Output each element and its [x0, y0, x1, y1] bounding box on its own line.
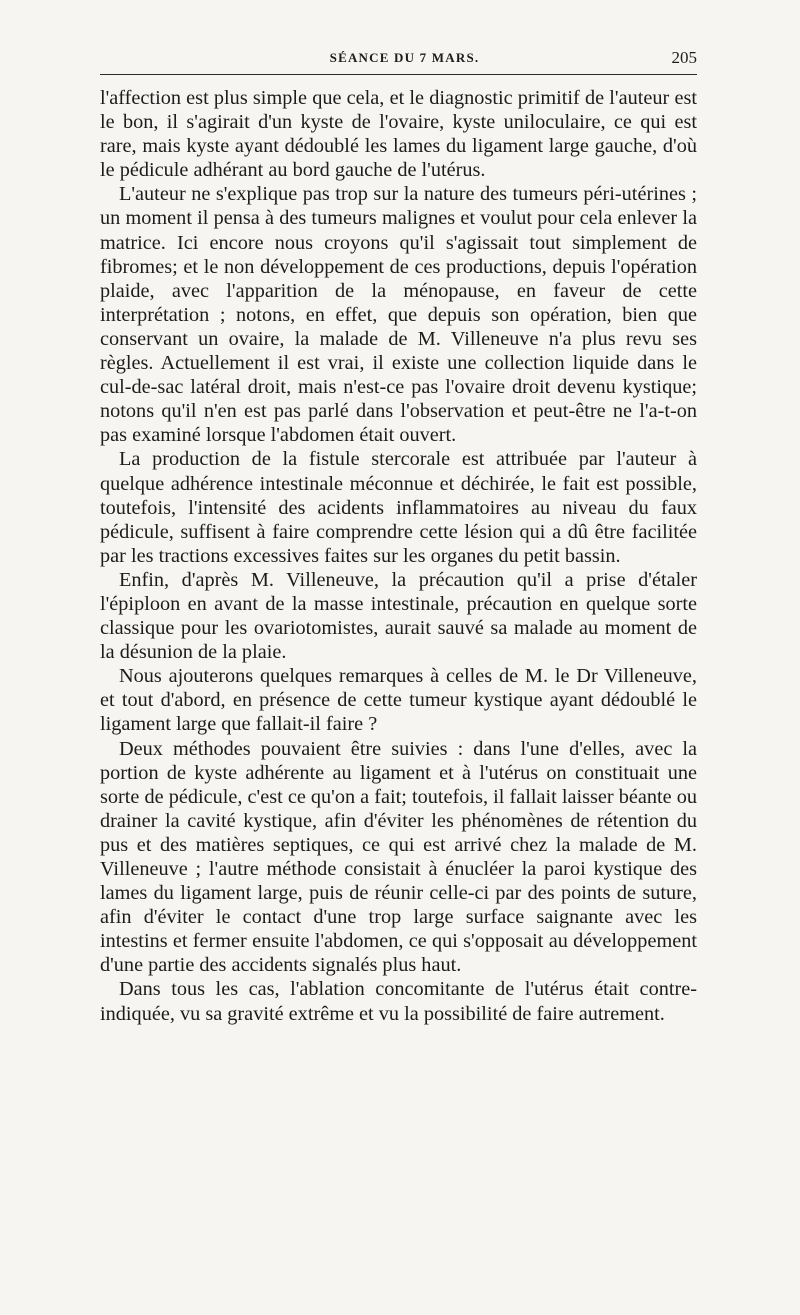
header-rule [100, 74, 697, 75]
running-head [100, 44, 697, 74]
paragraph-6: Deux méthodes pouvaient être suivies : dans l'une d'elles, avec la portion de kyste adhérente au ligament et à l'utérus on constituait une sorte de pédicule, c'est ce qu'on a fait; toutefois, il fallait laisser béante ou drainer la cavité kystique, afin d'éviter les phénomènes de rétention du pus et des matières septiques, ce qui est arrivé chez la malade de M. Villeneuve ; l'autre méthode consistait à énucléer la paroi kystique des lames du ligament large, puis de réunir celle-ci par des points de suture, afin d'éviter le contact d'une trop large surface saignante avec les intestins et fermer ensuite l'abdomen, ce qui s'opposait au développement d'une partie des accidents signalés plus haut. [100, 737, 697, 977]
book-page [100, 44, 697, 1026]
paragraph-5: Nous ajouterons quelques remarques à celles de M. le Dr Villeneuve, et tout d'abord, en présence de cette tumeur kystique ayant dédoublé le ligament large que fallait-il faire ? [100, 665, 697, 736]
paragraph-1: l'affection est plus simple que cela, et le diagnostic primitif de l'auteur est le bon, il s'agirait d'un kyste de l'ovaire, kyste uniloculaire, ce qui est rare, mais kyste ayant dédoublé les lames du ligament large gauche, d'où le pédicule adhérant au bord gauche de l'utérus. [100, 87, 697, 182]
paragraph-7: Dans tous les cas, l'ablation concomitante de l'utérus était contre-indiquée, vu sa gravité extrême et vu la possibilité de faire autrement. [100, 978, 697, 1025]
paragraph-2: L'auteur ne s'explique pas trop sur la nature des tumeurs péri-utérines ; un moment il pensa à des tumeurs malignes et voulut pour cela enlever la matrice. Ici encore nous croyons qu'il s'agissait tout simplement de fibromes; et le non développement de ces productions, depuis l'opération plaide, avec l'apparition de la ménopause, en faveur de cette interprétation ; notons, en effet, que depuis son opération, bien que conservant un ovaire, la malade de M. Villeneuve n'a plus revu ses règles. Actuellement il est vrai, il existe une collection liquide dans le cul-de-sac latéral droit, mais n'est-ce pas l'ovaire droit devenu kystique; notons qu'il n'en est pas parlé dans l'observation et peut-être ne l'a-t-on pas examiné lorsque l'abdomen était ouvert. [100, 183, 697, 447]
page-number: 205 [671, 48, 697, 67]
running-title: SÉANCE DU 7 MARS. [329, 50, 480, 65]
paragraph-4: Enfin, d'après M. Villeneuve, la précaution qu'il a prise d'étaler l'épiploon en avant de la masse intestinale, précaution en quelque sorte classique pour les ovariotomistes, aurait sauvé sa malade au moment de la désunion de la plaie. [100, 568, 697, 664]
body-text [100, 86, 697, 1026]
paragraph-3: La production de la fistule stercorale est attribuée par l'auteur à quelque adhérence intestinale méconnue et déchirée, le fait est possible, toutefois, l'intensité des acidents inflammatoires au niveau du faux pédicule, suffisent à faire comprendre cette lésion qui a dû être facilitée par les tractions excessives faites sur les organes du petit bassin. [100, 448, 697, 567]
